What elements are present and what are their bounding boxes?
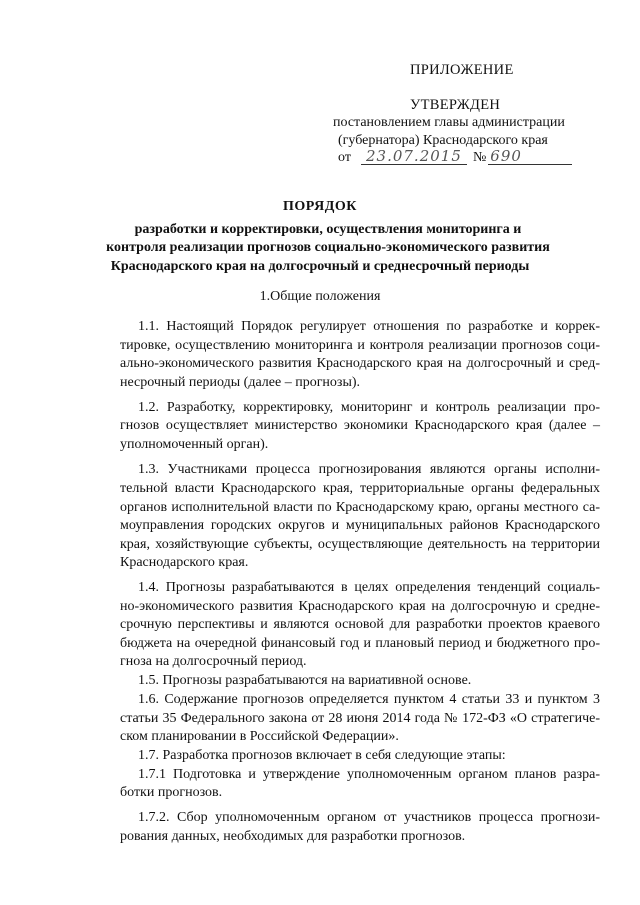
title-line-2: контроля реализации прогнозов социально-экономического развития — [106, 240, 550, 255]
approved-by-line1: постановлением главы администрации — [333, 115, 565, 130]
body-line: тировке, осуществлению мониторинга и контроля реализации прогнозов соци- — [120, 338, 600, 353]
body-line: гнозов осуществляет министерство экономики Краснодарского края (далее – — [120, 418, 600, 433]
approved-label: УТВЕРЖДЕН — [410, 97, 501, 113]
handwritten-date: 23.07.2015 — [361, 149, 467, 165]
body-line: ально-экономического развития Краснодарского края на долгосрочный и сред- — [120, 356, 600, 371]
handwritten-number: 690 — [488, 149, 572, 165]
body-line: 1.7. Разработка прогнозов включает в себя следующие этапы: — [138, 748, 506, 763]
body-line: ском планировании в Российской Федерации». — [120, 729, 399, 744]
title-line-3: Краснодарского края на долгосрочный и среднесрочный периоды — [110, 259, 530, 274]
body-line: Краснодарского края. — [120, 555, 249, 570]
body-line: 1.7.2. Сбор уполномоченным органом от участников процесса прогнози- — [138, 810, 600, 825]
body-line: 1.5. Прогнозы разрабатываются на вариативной основе. — [138, 673, 472, 688]
body-line: 1.4. Прогнозы разрабатываются в целях определения тенденций социаль- — [138, 580, 600, 595]
body-line: рования данных, необходимых для разработки прогнозов. — [120, 829, 466, 844]
body-line: 1.3. Участниками процесса прогнозирования являются органы исполни- — [138, 462, 600, 477]
body-line: тельной власти Краснодарского края, территориальные органы федеральных — [120, 481, 600, 496]
body-line: гноза на долгосрочный период. — [120, 654, 307, 669]
document-title: ПОРЯДОК — [283, 199, 357, 214]
body-line: 1.2. Разработку, корректировку, мониторинг и контроль реализации про- — [138, 400, 600, 415]
body-line: ботки прогнозов. — [120, 785, 223, 800]
decree-date-line — [338, 149, 572, 166]
date-label: от — [338, 150, 351, 165]
title-line-1: разработки и корректировки, осуществления мониторинга и — [134, 222, 522, 237]
body-line: статьи 35 Федерального закона от 28 июня 2014 года № 172-ФЗ «О стратегиче- — [120, 711, 600, 726]
body-line: 1.7.1 Подготовка и утверждение уполномоченным органом планов разра- — [138, 767, 600, 782]
appendix-label: ПРИЛОЖЕНИЕ — [410, 62, 514, 78]
body-line: бюджета на очередной финансовый год и плановый период и бюджетного про- — [120, 636, 600, 651]
body-line: 1.1. Настоящий Порядок регулирует отношения по разработке и коррек- — [138, 319, 600, 334]
body-line: органов исполнительной власти по Краснодарскому краю, органы местного са- — [120, 500, 600, 515]
body-line: несрочный периоды (далее – прогнозы). — [120, 375, 361, 390]
number-label: № — [472, 150, 487, 165]
body-line: 1.6. Содержание прогнозов определяется пунктом 4 статьи 33 и пунктом 3 — [138, 692, 600, 707]
body-line: края, хозяйствующие субъекты, осуществляющие деятельность на территории — [120, 537, 600, 552]
body-line: моуправления городских округов и муниципальных районов Краснодарского — [120, 518, 600, 533]
section-heading: 1.Общие положения — [259, 289, 381, 304]
body-line: срочную перспективы и являются основой для разработки проектов краевого — [120, 617, 600, 632]
body-line: но-экономического развития Краснодарского края на долгосрочную и средне- — [120, 599, 600, 614]
approved-by-line2: (губернатора) Краснодарского края — [338, 133, 548, 148]
body-line: уполномоченный орган). — [120, 437, 269, 452]
